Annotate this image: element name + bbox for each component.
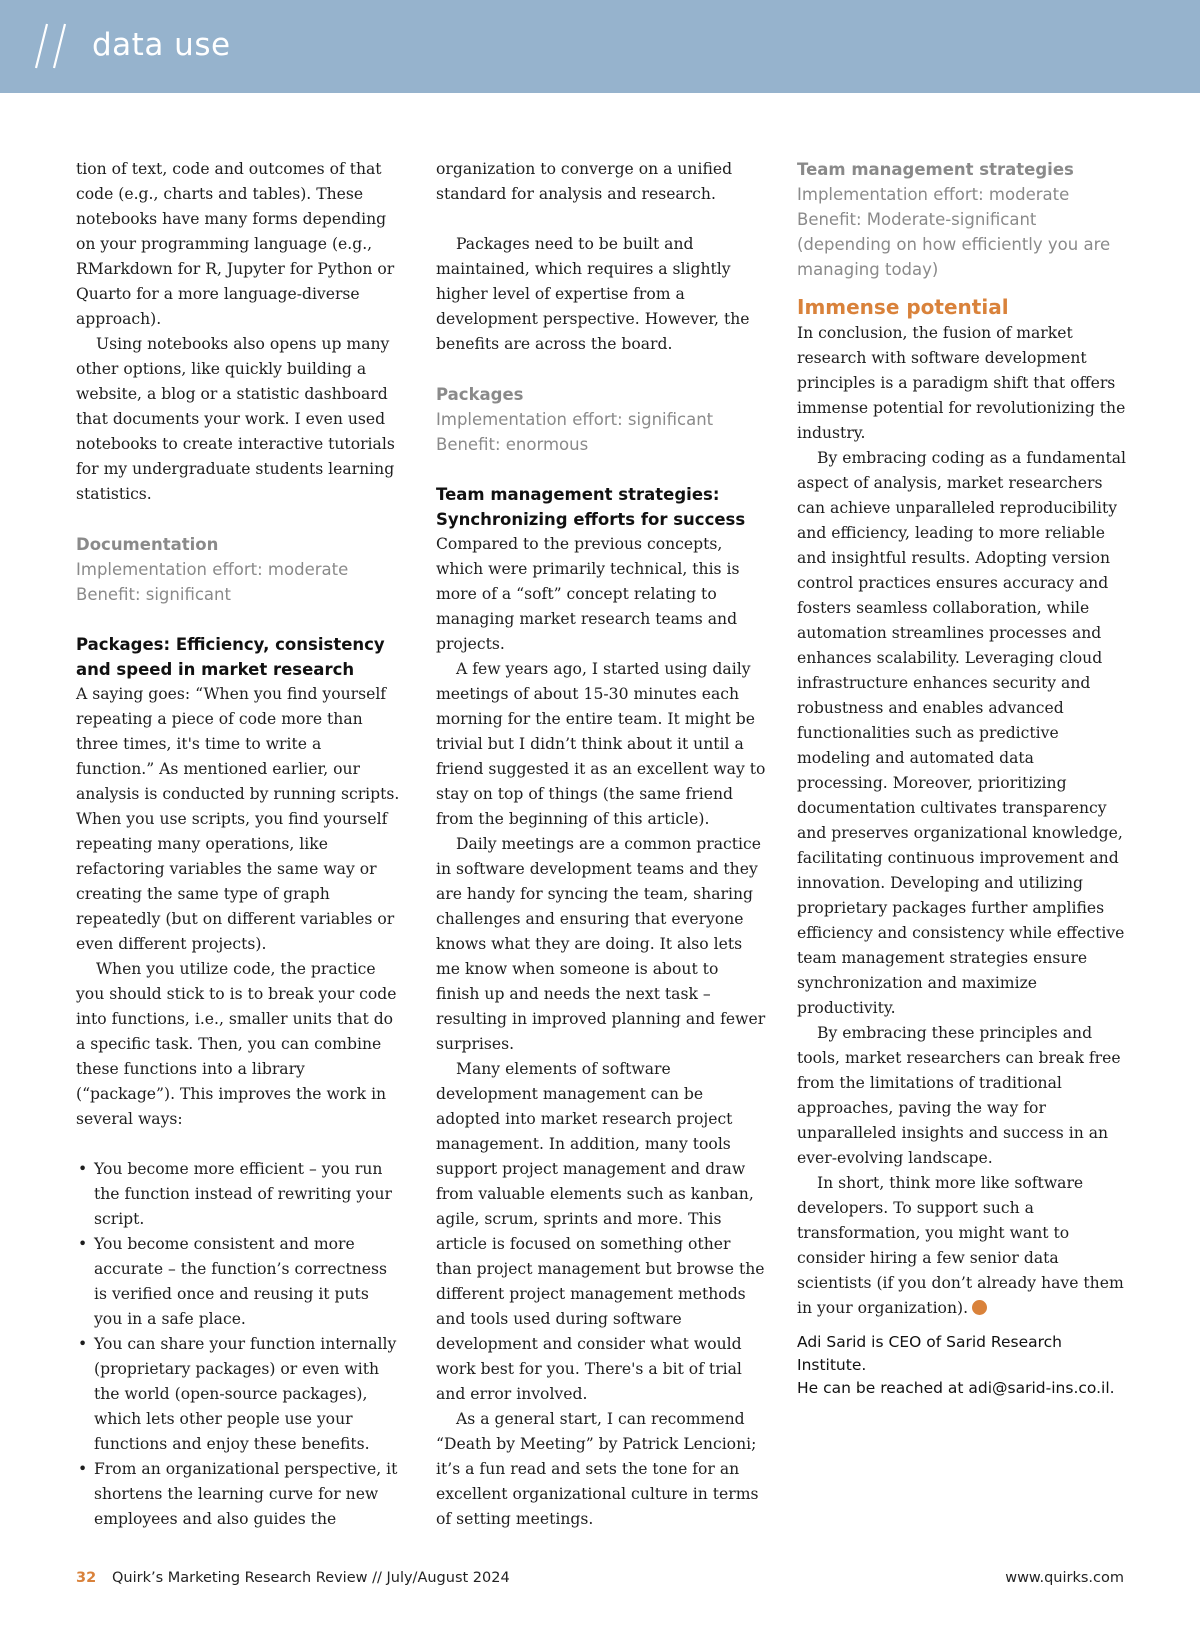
website-url: www.quirks.com	[1005, 1570, 1124, 1586]
body-paragraph: As a general start, I can recommend “Death by Meeting” by Patrick Lencioni; it’s a fun read and sets the tone for an excellent organizational culture in terms of setting meetings.	[436, 1410, 759, 1528]
list-item: • You become more efficient – you run the function instead of rewriting your script.	[94, 1157, 401, 1232]
double-slash-icon	[33, 22, 73, 70]
sidebar-title-documentation: Documentation	[76, 535, 219, 554]
body-paragraph: organization to converge on a unified standard for analysis and research.	[436, 160, 733, 203]
benefit: Benefit: Moderate-significant (depending on how efficiently you are managing today)	[797, 210, 1111, 279]
body-paragraph: By embracing coding as a fundamental aspect of analysis, market researchers can achieve unparalleled reproducibility and efficiency, leading to more reliable and insightful results. Adopting version control practices ensures accuracy and fosters seamless collaboration, while automation streamlines processes and enhances scalability. Leveraging cloud infrastructure enhances security and robustness and enables advanced functionalities such as predictive modeling and automated data processing. Moreover, prioritizing documentation cultivates transparency and preserves organizational knowledge, facilitating continuous improvement and innovation. Developing and utilizing proprietary packages further amplifies efficiency and consistency while effective team management strategies ensure synchronization and maximize productivity.	[797, 449, 1127, 1017]
page-number: 32	[76, 1570, 97, 1586]
author-line: Adi Sarid is CEO of Sarid Research Institute.	[797, 1333, 1062, 1374]
bullet-list	[76, 1157, 401, 1532]
section-header-bar	[0, 0, 1200, 93]
body-paragraph	[797, 1171, 1127, 1321]
body-paragraph: Using notebooks also opens up many other options, like quickly building a website, a blog or a statistic dashboard that documents your work. I even used notebooks to create interactive tutorials for my undergraduate students learning statistics.	[76, 335, 395, 503]
body-paragraph: Daily meetings are a common practice in software development teams and they are handy for syncing the team, sharing challenges and ensuring that everyone knows what they are doing. It also lets me know when someone is about to finish up and needs the next task – resulting in improved planning and fewer surprises.	[436, 835, 766, 1053]
section-heading: Packages: Efficiency, consistency and speed in market research	[76, 635, 385, 679]
body-paragraph: Compared to the previous concepts, which were primarily technical, this is more of a “soft” concept relating to managing market research teams and projects.	[436, 535, 740, 653]
list-item: • From an organizational perspective, it shortens the learning curve for new employees and also guides the	[94, 1457, 401, 1532]
body-paragraph: A few years ago, I started using daily meetings of about 15-30 minutes each morning for the entire team. It might be trivial but I didn’t think about it until a friend suggested it as an excellent way to stay on top of things (the same friend from the beginning of this article).	[436, 660, 766, 828]
quirks-end-mark-icon: Q	[972, 1300, 987, 1315]
page-footer	[0, 1570, 1200, 1594]
section-heading: Team management strategies: Synchronizing efforts for success	[436, 485, 746, 529]
body-paragraph: By embracing these principles and tools, market researchers can break free from the limitations of traditional approaches, paving the way for unparalleled insights and success in an ever-evolving landscape.	[797, 1024, 1121, 1167]
implementation-effort: Implementation effort: significant	[436, 410, 714, 429]
benefit: Benefit: significant	[76, 585, 231, 604]
list-item: • You become consistent and more accurate – the function’s correctness is verified once and reusing it puts you in a safe place.	[94, 1232, 401, 1332]
benefit: Benefit: enormous	[436, 435, 589, 454]
list-item: • You can share your function internally (proprietary packages) or even with the world (open-source packages), which lets other people use your functions and enjoy these benefits.	[94, 1332, 401, 1457]
author-contact: He can be reached at adi@sarid-ins.co.il.	[797, 1379, 1115, 1397]
body-paragraph: In conclusion, the fusion of market research with software development principles is a paradigm shift that offers immense potential for revolutionizing the industry.	[797, 324, 1126, 442]
body-paragraph: Many elements of software development management can be adopted into market research project management. In addition, many tools support project management and draw from valuable elements such as kanban, agile, scrum, sprints and more. This article is focused on something other than project management but browse the different project management methods and tools used during software development and consider what would work best for you. There's a bit of trial and error involved.	[436, 1060, 765, 1403]
body-paragraph: When you utilize code, the practice you should stick to is to break your code into functions, i.e., smaller units that do a specific task. Then, you can combine these functions into a library (“package”). This improves the work in several ways:	[76, 960, 397, 1128]
body-paragraph: A saying goes: “When you find yourself repeating a piece of code more than three times, it's time to write a function.” As mentioned earlier, our analysis is conducted by running scripts. When you use scripts, you find yourself repeating many operations, like refactoring variables the same way or creating the same type of graph repeatedly (but on different variables or even different projects).	[76, 685, 400, 953]
publication-line: Quirk’s Marketing Research Review // July/August 2024	[112, 1570, 510, 1586]
column-3	[797, 157, 1127, 1400]
column-2	[436, 157, 766, 1532]
sidebar-title-packages: Packages	[436, 385, 524, 404]
implementation-effort: Implementation effort: moderate	[76, 560, 349, 579]
body-paragraph: tion of text, code and outcomes of that code (e.g., charts and tables). These notebooks have many forms depending on your programming language (e.g., RMarkdown for R, Jupyter for Python or Quarto for a more language-diverse approach).	[76, 160, 395, 328]
author-bio	[797, 1331, 1127, 1400]
section-title: data use	[92, 27, 231, 63]
body-paragraph: Packages need to be built and maintained, which requires a slightly higher level of expertise from a development perspective. However, the benefits are across the board.	[436, 235, 750, 353]
section-heading: Immense potential	[797, 295, 1009, 319]
implementation-effort: Implementation effort: moderate	[797, 185, 1070, 204]
closing-text: In short, think more like software developers. To support such a transformation, you might want to consider hiring a few senior data scientists (if you don’t already have them in your organization).	[797, 1174, 1124, 1317]
column-1	[76, 157, 401, 1532]
sidebar-title-team-management: Team management strategies	[797, 160, 1074, 179]
